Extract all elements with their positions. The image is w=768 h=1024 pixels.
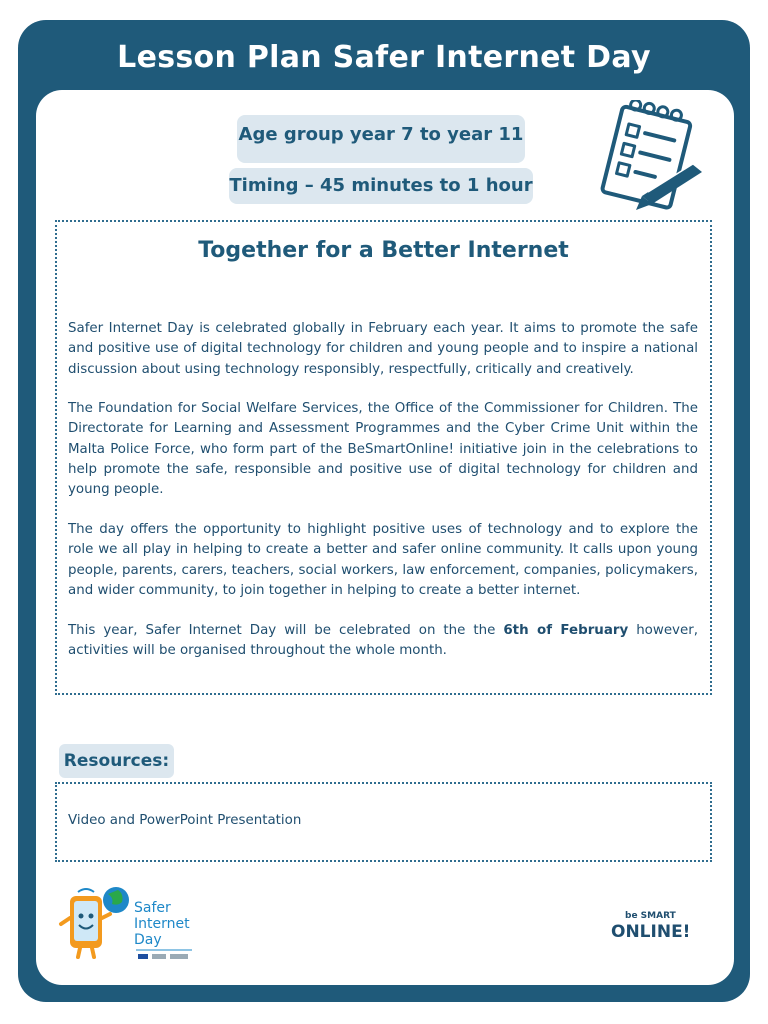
date-text-before: This year, Safer Internet Day will be celebrated on the the [68,623,504,638]
page-title: Lesson Plan Safer Internet Day [117,40,651,75]
clipboard-checklist-icon [590,100,710,215]
globe-icon [103,887,129,913]
sid-logo-line2: Internet [134,916,190,932]
paragraph-organisations: The Foundation for Social Welfare Services, the Office of the Commissioner for Children. The Directorate for Learning and Assessment Programmes and the Cyber Crime Unit within the Malta Police Force, who form part of the BeSmartOnline! initiative join in the celebrations to help promote the safe, responsible and positive use of digital technology for children and young people. [68,401,698,498]
sid-logo-line3: Day [134,932,162,948]
pencil-icon [636,162,702,210]
paragraph-opportunity: The day offers the opportunity to highlight positive uses of technology and to explore the role we all play in helping to create a better and safer online community. It calls upon young people, parents, carers, teachers, social workers, law enforcement, companies, policymakers, and wider community, to join together in helping to create a better internet. [68,522,698,598]
resources-text: Video and PowerPoint Presentation [68,813,302,828]
timing-badge: Timing – 45 minutes to 1 hour [229,168,533,204]
paragraph-date [68,621,698,662]
paragraph-intro: Safer Internet Day is celebrated globally in February each year. It aims to promote the safe and positive use of digital technology for children and young people and to inspire a national discussion about using technology responsibly, respectfully, critically and creatively. [68,321,698,377]
age-group-badge: Age group year 7 to year 11 [237,115,525,163]
safer-internet-day-logo [58,884,198,962]
event-date: 6th of February [503,623,629,638]
tablet-mascot-icon [61,889,110,957]
section-heading: Together for a Better Internet [198,238,569,263]
resources-label: Resources: [59,744,174,778]
sid-logo-line1: Safer [134,900,171,916]
bso-logo-line2: ONLINE! [611,922,691,942]
bso-logo-line1: be SMART [625,911,676,921]
be-smart-online-logo [605,906,695,942]
date-text-after: however, activities will be organised throughout the whole month. [68,623,698,659]
